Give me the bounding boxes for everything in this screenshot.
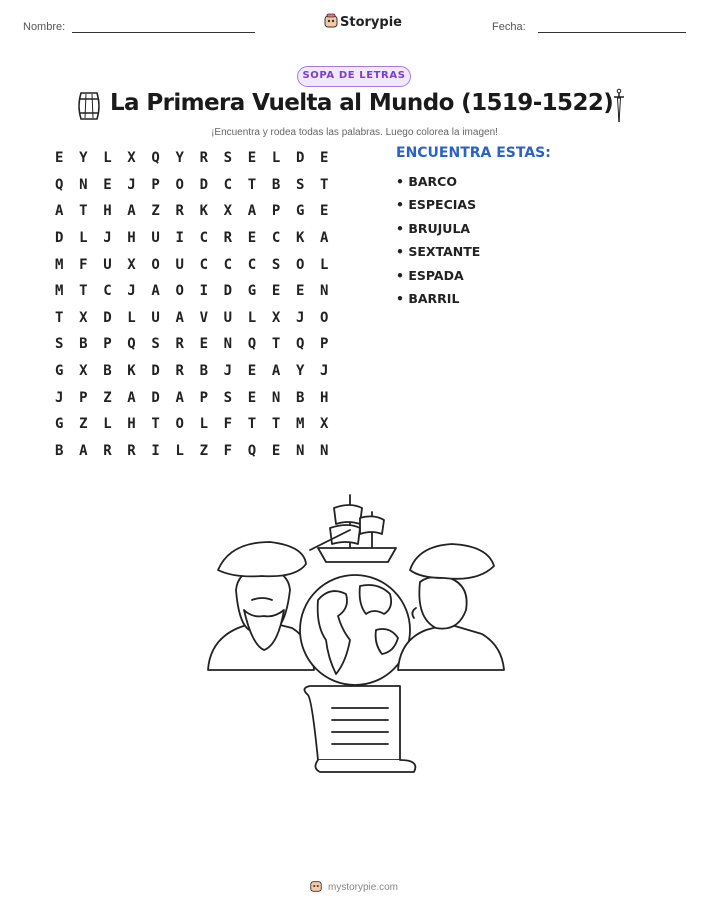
grid-letter[interactable]: Z [199,442,208,459]
grid-letter[interactable]: L [199,416,208,433]
grid-row [50,198,339,225]
grid-row [50,251,339,278]
grid-letter[interactable]: N [223,336,233,353]
grid-letter[interactable]: H [127,416,136,433]
grid-letter[interactable]: T [151,416,160,433]
grid-letter[interactable]: X [79,363,88,380]
grid-letter[interactable]: E [103,176,112,193]
grid-letter[interactable]: M [295,416,305,433]
grid-letter[interactable]: B [79,336,88,353]
page-title: La Primera Vuelta al Mundo (1519-1522) [110,90,614,116]
grid-letter[interactable]: N [320,442,329,459]
grid-letter[interactable]: U [151,309,160,326]
grid-row [50,331,339,358]
grid-letter[interactable]: X [127,256,136,273]
grid-letter[interactable]: E [271,442,281,459]
grid-letter[interactable]: C [223,176,233,193]
grid-letter[interactable]: Q [55,176,64,193]
grid-letter[interactable]: Y [295,363,305,380]
grid-letter[interactable]: T [271,416,281,433]
grid-row [50,411,339,438]
grid-letter[interactable]: X [320,416,329,433]
grid-letter[interactable]: P [199,389,208,406]
grid-row [50,278,339,305]
grid-letter[interactable]: R [127,442,136,459]
grid-letter[interactable]: A [320,230,329,247]
grid-row [50,358,339,385]
activity-badge: SOPA DE LETRAS [297,66,411,87]
grid-letter[interactable]: J [55,389,64,406]
grid-row [50,145,339,172]
grid-letter[interactable]: N [79,176,88,193]
grid-letter[interactable]: J [320,363,329,380]
grid-letter[interactable]: D [103,309,112,326]
grid-letter[interactable]: H [320,389,329,406]
grid-letter[interactable]: A [247,203,257,220]
grid-letter[interactable]: R [175,336,184,353]
grid-letter[interactable]: C [199,256,208,273]
grid-letter[interactable]: Y [175,150,184,167]
word-list-heading: ENCUENTRA ESTAS: [396,145,551,161]
grid-letter[interactable]: L [127,309,136,326]
grid-letter[interactable]: T [79,283,88,300]
grid-letter[interactable]: Q [247,442,257,459]
grid-letter[interactable]: E [295,283,305,300]
grid-letter[interactable]: E [247,150,257,167]
grid-letter[interactable]: G [55,416,64,433]
explorers-illustration [200,490,510,790]
word-list-item: • BARRIL [396,290,460,306]
grid-letter[interactable]: O [151,256,160,273]
grid-letter[interactable]: Z [103,389,112,406]
word-list-item: • ESPADA [396,267,464,283]
grid-letter[interactable]: O [320,309,329,326]
barrel-icon [76,91,102,126]
grid-letter[interactable]: X [223,203,233,220]
grid-letter[interactable]: T [247,416,257,433]
footer-url: mystorypie.com [328,882,399,893]
grid-letter[interactable]: A [175,389,184,406]
grid-letter[interactable]: Y [79,150,88,167]
grid-letter[interactable]: E [320,203,329,220]
grid-letter[interactable]: T [247,176,257,193]
grid-letter[interactable]: Q [295,336,305,353]
grid-letter[interactable]: J [127,283,136,300]
grid-letter[interactable]: A [55,203,64,220]
grid-letter[interactable]: G [295,203,305,220]
grid-letter[interactable]: P [271,203,281,220]
grid-letter[interactable]: J [223,363,233,380]
sword-icon [611,88,627,129]
grid-letter[interactable]: A [175,309,184,326]
grid-letter[interactable]: E [320,150,329,167]
grid-letter[interactable]: C [199,230,208,247]
word-list-item: • SEXTANTE [396,244,481,260]
grid-letter[interactable]: S [151,336,160,353]
name-line[interactable] [72,32,255,33]
grid-letter[interactable]: Z [151,203,160,220]
grid-letter[interactable]: P [320,336,329,353]
grid-letter[interactable]: N [320,283,329,300]
grid-row [50,384,339,411]
grid-letter[interactable]: H [103,203,112,220]
grid-letter[interactable]: D [151,363,160,380]
grid-letter[interactable]: B [295,389,305,406]
grid-letter[interactable]: O [175,176,184,193]
grid-letter[interactable]: I [199,283,208,300]
name-label: Nombre: [23,21,66,33]
grid-letter[interactable]: R [223,230,233,247]
grid-letter[interactable]: N [295,442,305,459]
grid-letter[interactable]: Q [247,336,257,353]
word-list-item: • BARCO [396,174,457,189]
grid-letter[interactable]: L [79,230,88,247]
word-list-item: • BRUJULA [396,220,471,236]
storypie-logo-icon [323,13,339,34]
grid-letter[interactable]: Q [151,150,160,167]
grid-letter[interactable]: S [223,389,233,406]
grid-row [50,172,339,199]
date-line[interactable] [538,32,686,33]
grid-letter[interactable]: E [271,283,281,300]
grid-row [50,438,339,465]
grid-letter[interactable]: C [247,256,257,273]
grid-letter[interactable]: T [55,309,64,326]
grid-letter[interactable]: P [151,176,160,193]
scroll-illustration [304,686,415,772]
grid-letter[interactable]: C [103,283,112,300]
grid-letter[interactable]: E [247,363,257,380]
grid-letter[interactable]: E [199,336,208,353]
word-list [396,170,480,310]
grid-letter[interactable]: O [175,416,184,433]
grid-letter[interactable]: F [223,442,233,459]
globe-illustration [300,575,410,685]
grid-letter[interactable]: U [103,256,112,273]
grid-letter[interactable]: D [223,283,233,300]
grid-letter[interactable]: H [127,230,136,247]
grid-letter[interactable]: U [223,309,233,326]
grid-letter[interactable]: C [271,230,281,247]
grid-letter[interactable]: E [247,389,257,406]
grid-letter[interactable]: S [55,336,64,353]
grid-letter[interactable]: J [103,230,112,247]
brand-name: Storypie [340,15,402,30]
grid-letter[interactable]: O [295,256,305,273]
grid-letter[interactable]: L [103,150,112,167]
instructions: ¡Encuentra y rodea todas las palabras. Luego colorea la imagen! [211,127,498,138]
grid-letter[interactable]: S [223,150,233,167]
grid-letter[interactable]: R [199,150,208,167]
grid-letter[interactable]: B [199,363,208,380]
grid-letter[interactable]: L [175,442,184,459]
grid-letter[interactable]: F [79,256,88,273]
grid-letter[interactable]: D [55,230,64,247]
grid-letter[interactable]: I [175,230,184,247]
grid-letter[interactable]: J [295,309,305,326]
ship-illustration [310,495,396,562]
grid-letter[interactable]: K [295,230,305,247]
grid-letter[interactable]: G [247,283,257,300]
grid-letter[interactable]: M [55,283,64,300]
grid-letter[interactable]: B [103,363,112,380]
grid-letter[interactable]: I [151,442,160,459]
grid-letter[interactable]: M [55,256,64,273]
grid-letter[interactable]: X [127,150,136,167]
grid-letter[interactable]: T [271,336,281,353]
footer-logo-icon [309,879,323,898]
grid-letter[interactable]: G [55,363,64,380]
grid-letter[interactable]: C [223,256,233,273]
grid-letter[interactable]: U [175,256,184,273]
left-explorer-illustration [208,542,314,670]
grid-letter[interactable]: O [175,283,184,300]
date-label: Fecha: [492,21,526,33]
grid-row [50,305,339,332]
grid-letter[interactable]: E [55,150,64,167]
right-explorer-illustration [398,544,504,670]
grid-letter[interactable]: B [55,442,64,459]
grid-row [50,225,339,252]
grid-letter[interactable]: K [199,203,208,220]
grid-letter[interactable]: Z [79,416,88,433]
grid-letter[interactable]: E [247,230,257,247]
grid-letter[interactable]: X [79,309,88,326]
grid-letter[interactable]: N [271,389,281,406]
grid-letter[interactable]: R [175,203,184,220]
grid-letter[interactable]: A [79,442,88,459]
grid-letter[interactable]: R [175,363,184,380]
grid-letter[interactable]: D [199,176,208,193]
grid-letter[interactable]: L [103,416,112,433]
word-search-grid [50,145,339,464]
grid-letter[interactable]: S [295,176,305,193]
grid-letter[interactable]: L [320,256,329,273]
grid-letter[interactable]: D [295,150,305,167]
word-list-item: • ESPECIAS [396,197,477,213]
grid-letter[interactable]: A [127,389,136,406]
grid-letter[interactable]: S [271,256,281,273]
grid-letter[interactable]: L [271,150,281,167]
grid-letter[interactable]: J [127,176,136,193]
grid-letter[interactable]: V [199,309,208,326]
grid-letter[interactable]: T [79,203,88,220]
grid-letter[interactable]: T [320,176,329,193]
grid-letter[interactable]: A [127,203,136,220]
grid-letter[interactable]: F [223,416,233,433]
grid-letter[interactable]: D [151,389,160,406]
grid-letter[interactable]: X [271,309,281,326]
grid-letter[interactable]: R [103,442,112,459]
grid-letter[interactable]: A [271,363,281,380]
grid-letter[interactable]: L [247,309,257,326]
grid-letter[interactable]: B [271,176,281,193]
grid-letter[interactable]: K [127,363,136,380]
grid-letter[interactable]: A [151,283,160,300]
grid-letter[interactable]: Q [127,336,136,353]
grid-letter[interactable]: P [79,389,88,406]
grid-letter[interactable]: U [151,230,160,247]
grid-letter[interactable]: P [103,336,112,353]
